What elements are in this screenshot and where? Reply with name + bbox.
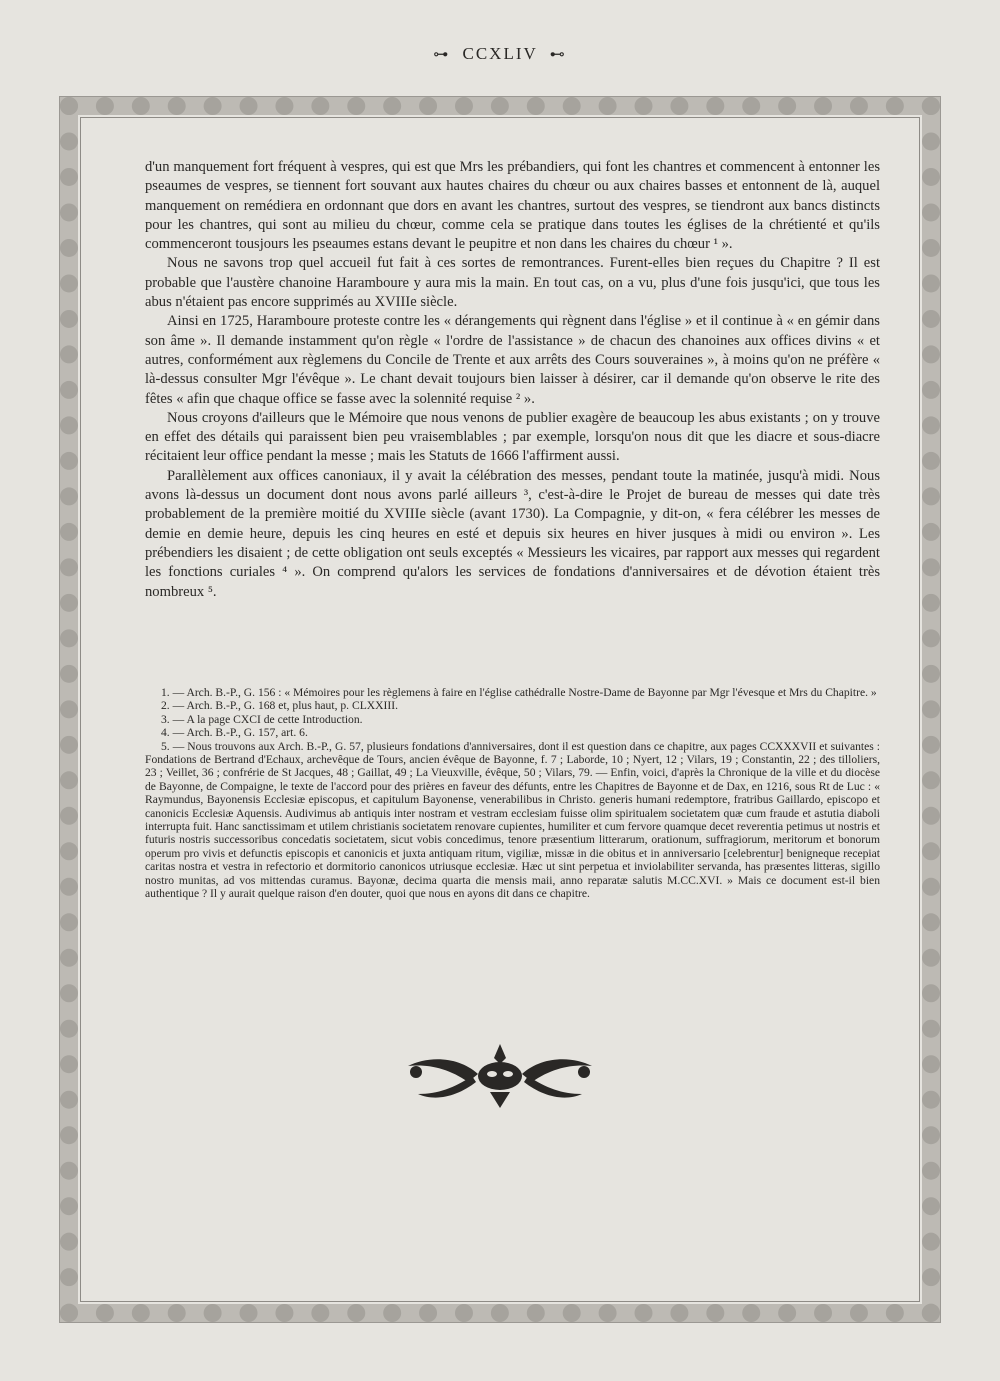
footnote: 2. — Arch. B.-P., G. 168 et, plus haut, p. CLXXIII. (161, 699, 399, 713)
footnote: 4. — Arch. B.-P., G. 157, art. 6. (161, 726, 308, 740)
paragraph: Nous croyons d'ailleurs que le Mémoire que nous venons de publier exagère de beaucoup les abus existants ; on y trouve en effet des détails qui paraissent bien peu vraisemblables ; par exemple, lorsqu'on nous dit que les diacre et sous-diacre récitaient leur office pendant la messe ; mais les Statuts de 1666 l'affirment aussi. (145, 409, 880, 465)
paragraph: Ainsi en 1725, Haramboure proteste contre les « dérangements qui règnent dans l'église » et il continue à « en gémir dans son âme ». Il demande instamment qu'on règle « l'ordre de l'assistance » de chacun des chanoines aux offices divins « et autres, conformément aux règlemens du Concile de Trente et aux arrêts des Cours souveraines », à moins qu'on ne préfère « là-dessus consulter Mgr l'évêque ». Le chant devait toujours bien laisser à désirer, car il demande qu'on observe le rite des fêtes « afin que chaque office se fasse avec la solennité requise ² ». (145, 313, 880, 407)
main-text (145, 158, 880, 602)
footnote: 3. — A la page CXCI de cette Introduction. (161, 712, 363, 726)
paragraph: Nous ne savons trop quel accueil fut fait à ces sortes de remontrances. Furent-elles bien reçues du Chapitre ? Il est probable que l'austère chanoine Haramboure y aura mis la main. En tout cas, on a vu, plus d'une fois jusqu'ici, que tous les abus n'étaient pas encore supprimés au XVIIIe siècle. (145, 255, 880, 311)
page-number: CCXLIV (462, 44, 538, 63)
right-arrow-ornament-icon: ⊷ (549, 47, 567, 63)
paragraph: d'un manquement fort fréquent à vespres, qui est que Mrs les prébandiers, qui font les chantres et commencent à entonner les pseaumes de vespres, se tiennent fort souvant aux hautes chaires du chœur ou aux chaires basses et entonnent de là, auquel manquement on remédiera en ordonnant que dors en avant les chantres, surtout des vespres, se tiendront aux bancs distincts pour les chantres, qui sont au milieu du chœur, comme cela se pratique dans toutes les églises de la chrétienté et qu'ils commenceront tousjours les pseaumes estans devant le peupitre et non dans les chaires du chœur ¹ ». (145, 159, 880, 253)
footnote: 1. — Arch. B.-P., G. 156 : « Mémoires pour les règlemens à faire en l'église cathédralle Nostre-Dame de Bayonne par Mgr l'évesque et Mrs du Chapitre. » (161, 686, 877, 699)
footnote: 5. — Nous trouvons aux Arch. B.-P., G. 57, plusieurs fondations d'anniversaires, dont il est question dans ce chapitre, aux pages CCXXXVII et suivantes : Fondations de Bertrand d'Echaux, archevêque de Tours, ancien évêque de Bayonne, f. 7 ; Laborde, 10 ; Nyert, 12 ; Vilars, 19 ; Constantin, 22 ; des tilloliers, 23 ; Veillet, 36 ; confrérie de St Jacques, 48 ; Gaillat, 49 ; La Vieuxville, évêque, 50 ; Vilars, 79. — Enfin, voici, d'après la Chronique de la ville et du diocèse de Bayonne, de Compaigne, le texte de l'accord pour des prières en faveur des défunts, entre les Chapitres de Bayonne et de Dax, en 1216, sous Rt de Luc : « Raymundus, Bayonensis Ecclesiæ episcopus, et capitulum Bayonense, venerabilibus in Christo. generis humani redemptore, fratribus Gaillardo, episcopo et canonicis Ecclesiæ Aquensis. Audivimus ab antiquis inter nostram et vestram ecclesiam fuisse olim spiritualem societatem quæ cum fraude et astutia diaboli interrupta fuit. Hanc sanctissimam et utilem christianis societatem renovare cupientes, humiliter et cum fervore quamque decet reverentia petimus ut nostris et futuris nostris successoribus concedatis societatem, sicut vobis concedimus, tenore præsentium litterarum, orationum, suffragiorum, meritorum et bonorum operum pro vivis et defunctis episcopis et canonicis et juxta antiquam ritum, vigiliæ, missæ in die obitus et in anniversario [celebrentur] benigneque recepiat caritas nostra et vestra in refectorio et dormitorio canonicos utriusque ecclesiæ. Hæc ut sint perpetua et inviolabiliter servanda, has præsentes litteras, sigillo nostro munitas, ad vos mittendas curamus. Bayonæ, decima quarta die mensis maii, anno reparatæ salutis M.CC.XVI. » Mais ce document est-il bien authentique ? Il y aurait quelque raison d'en douter, quoi que nous en ayons dit dans ce chapitre. (145, 739, 880, 901)
footnotes (145, 686, 880, 901)
paragraph: Parallèlement aux offices canoniaux, il y avait la célébration des messes, pendant toute la matinée, jusqu'à midi. Nous avons là-dessus un document dont nous avons parlé ailleurs ³, c'est-à-dire le Projet de bureau de messes qui date très probablement de la première moitié du XVIIIe siècle (avant 1730). La Compagnie, y dit-on, « fera célébrer les messes de demie en demie heure, depuis les cinq heures en esté et depuis six heures en hiver jusques à midi ou environ ». Les prébendiers les disaient ; de cette obligation ont seuls exceptés « Messieurs les vicaires, par rapport aux messes qui regardent les fonctions curiales ⁴ ». On comprend qu'alors les services de fondations d'anniversaires et de dévotion étaient très nombreux ⁵. (145, 467, 880, 600)
left-arrow-ornament-icon: ⊶ (433, 47, 451, 63)
ornamental-vignette-icon (398, 1036, 602, 1112)
page-header (0, 44, 1000, 64)
